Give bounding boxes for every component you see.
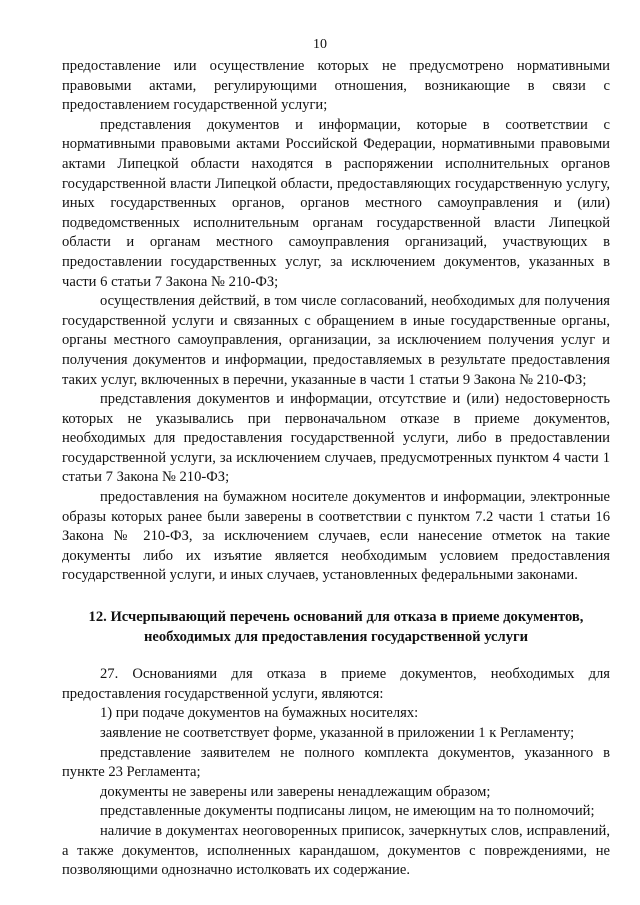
paragraph: предоставления на бумажном носителе документов и информации, электронные образы которых ранее были заверены в соответствии с пунктом 7.2 части 1 статьи 16 Закона № 210-ФЗ, за исключением случаев, если нанесение отметок на такие документы либо их изъятие является необходимым условием предоставления государственной услуги, и иных случаев, установленных федеральными законами. xyxy=(62,489,610,584)
list-item: 1) при подаче документов на бумажных носителях: xyxy=(100,705,419,722)
list-item: представленные документы подписаны лицом, не имеющим на то полномочий; xyxy=(100,803,595,820)
list-item: наличие в документах неоговоренных приписок, зачеркнутых слов, исправлений, а также документов, исполненных карандашом, документов с повреждениями, не позволяющими однозначно истолковать их содержание. xyxy=(62,822,610,879)
page-number: 10 xyxy=(313,37,327,52)
list-item: заявление не соответствует форме, указанной в приложении 1 к Регламенту; xyxy=(100,725,575,741)
document-body xyxy=(62,57,610,881)
list-item: представление заявителем не полного комплекта документов, указанного в пункте 23 Регламента; xyxy=(62,744,610,781)
paragraph: 27. Основаниями для отказа в приеме документов, необходимых для предоставления государственной услуги, являются: xyxy=(62,666,610,702)
list-item: документы не заверены или заверены ненадлежащим образом; xyxy=(100,783,491,800)
paragraph: предоставление или осуществление которых не предусмотрено нормативными правовыми актами, регулирующими отношения, возникающие в связи с предоставлением государственной услуги; xyxy=(62,58,610,114)
paragraph: представления документов и информации, отсутствие и (или) недостоверность которых не указывались при первоначальном отказе в приеме документов, необходимых для предоставления государственной услуги, либо в предоставлении государственной услуги, за исключением случаев, предусмотренных пунктом 4 части 1 статьи 7 Закона № 210-ФЗ; xyxy=(62,391,610,486)
paragraph: осуществления действий, в том числе согласований, необходимых для получения государственной услуги и связанных с обращением в иные государственные органы, органы местного самоуправления, организации, за исключением получения услуг и получения документов и информации, предоставляемых в результате предоставления таких услуг, включенных в перечни, указанные в части 1 статьи 9 Закона № 210-ФЗ; xyxy=(62,293,610,388)
paragraph: представления документов и информации, которые в соответствии с нормативными правовыми актами Российской Федерации, нормативными правовыми актами Липецкой области находятся в распоряжении исполнительных органов государственной власти Липецкой области, предоставляющих государственную услугу, иных государственных органов, органов местного самоуправления и (или) подведомственных исполнительным органам государственной власти Липецкой области и органам местного самоуправления организаций, участвующих в предоставлении государственных услуг, за исключением документов, указанных в части 6 статьи 7 Закона № 210-ФЗ; xyxy=(62,116,610,290)
section-heading: 12. Исчерпывающий перечень оснований для отказа в приеме документов, необходимых для предоставления государственной услуги xyxy=(88,609,584,645)
